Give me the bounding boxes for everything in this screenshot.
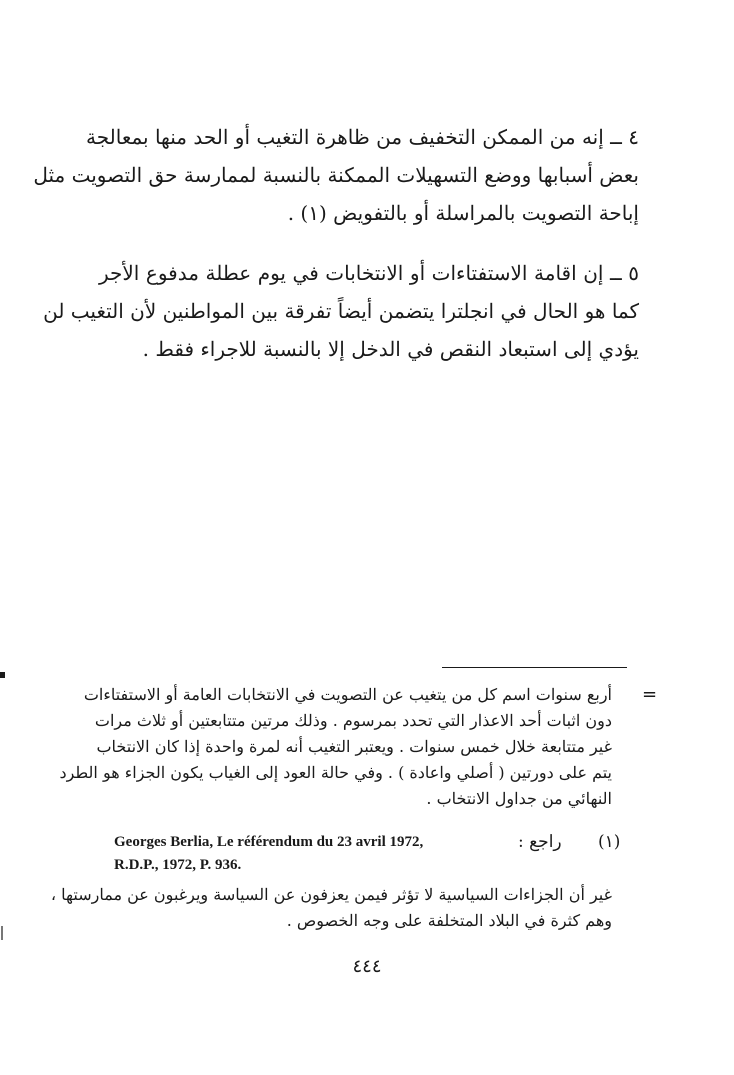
paragraph-4 [33,118,639,232]
paragraph-line: كما هو الحال في انجلترا يتضمن أيضاً تفرقة بين المواطنين لأن التغيب لن [43,299,639,323]
footnote-ref-label: راجع : [518,832,562,852]
footnote-line: غير أن الجزاءات السياسية لا تؤثر فيمن يعزفون عن السياسة ويرغبون عن ممارستها ، [50,885,612,904]
footnote-line: وهم كثرة في البلاد المتخلفة على وجه الخصوص . [286,911,612,930]
margin-mark [1,926,3,940]
footnote-1-text [50,882,612,934]
footnote-citation: Georges Berlia, Le référendum du 23 avril 1972, [114,834,424,850]
footnote-citation: R.D.P., 1972, P. 936. [114,857,242,873]
footnote-line: يتم على دورتين ( أصلي واعادة ) . وفي حالة العود إلى الغياب يكون الجزاء هو الطرد [59,763,612,782]
paragraph-line: إباحة التصويت بالمراسلة أو بالتفويض (١) . [287,201,639,225]
footnote-continuation-mark: = [642,684,658,705]
footnote-separator [442,667,627,668]
footnote-continuation [59,682,612,812]
paragraph-5 [43,254,639,368]
footnote-line: أربع سنوات اسم كل من يتغيب عن التصويت في الانتخابات العامة أو الاستفتاءات [83,685,612,704]
page-number: ٤٤٤ [352,956,382,977]
paragraph-line: ٤ ــ إنه من الممكن التخفيف من ظاهرة التغيب أو الحد منها بمعالجة [86,125,639,149]
footnote-number: (١) [598,832,621,852]
paragraph-line: بعض أسبابها ووضع التسهيلات الممكنة بالنسبة لممارسة حق التصويت مثل [33,163,639,187]
paragraph-line: يؤدي إلى استبعاد النقص في الدخل إلا بالنسبة للاجراء فقط . [142,337,639,361]
paragraph-line: ٥ ــ إن اقامة الاستفتاءات أو الانتخابات في يوم عطلة مدفوع الأجر [99,261,639,285]
footnote-line: غير متتابعة خلال خمس سنوات . ويعتبر التغيب أنه لمرة واحدة إذا كان الانتخاب [96,737,612,756]
margin-mark [0,672,5,678]
footnote-line: النهائي من جداول الانتخاب . [426,789,612,808]
footnote-line: دون اثبات أحد الاعذار التي تحدد بمرسوم . وذلك مرتين متتابعتين أو ثلاث مرات [94,711,612,730]
